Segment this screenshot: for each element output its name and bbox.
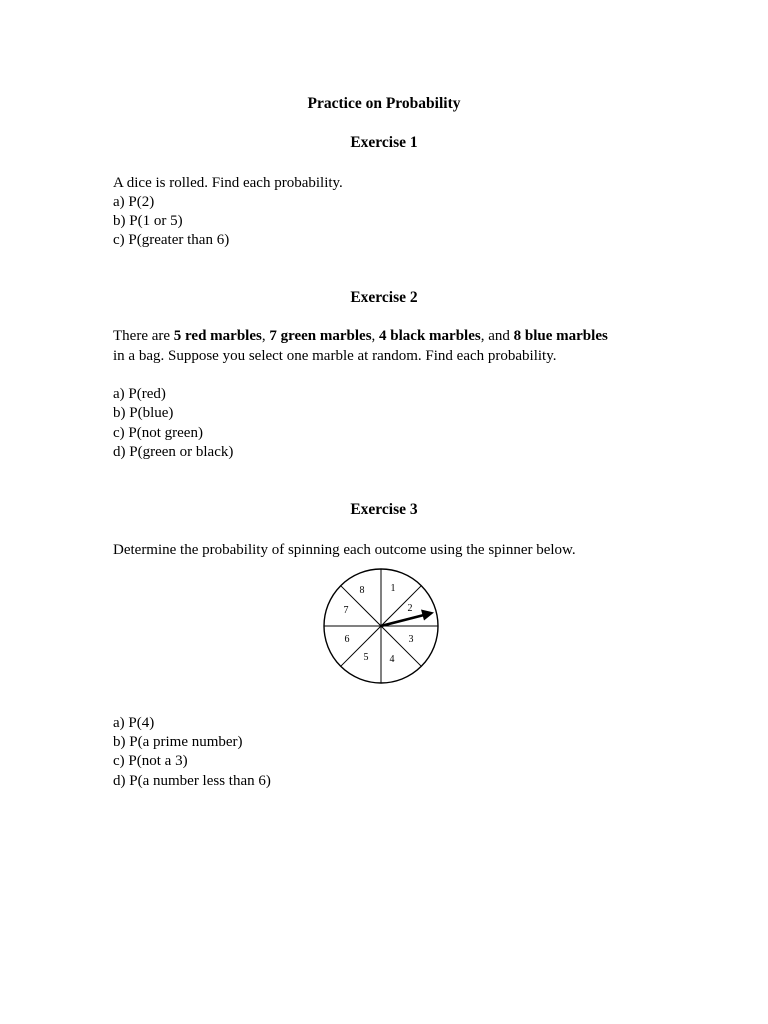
green-marbles-count: 7 green marbles: [269, 328, 372, 344]
exercise-1-item-a: a) P(2): [113, 194, 155, 210]
spinner-arrow-shaft: [381, 615, 424, 626]
exercise-2-item-b: b) P(blue): [113, 405, 174, 421]
exercise-1-heading: Exercise 1: [350, 134, 418, 151]
exercise-2-heading: Exercise 2: [350, 289, 418, 306]
spinner-label-2: 2: [407, 603, 413, 614]
intro-separator: , and: [480, 328, 514, 344]
exercise-3-heading: Exercise 3: [350, 501, 418, 518]
spinner-arrow-head: [421, 610, 434, 621]
exercise-2-item-a: a) P(red): [113, 386, 166, 402]
exercise-1-item-c: c) P(greater than 6): [113, 232, 230, 248]
spinner-label-1: 1: [390, 583, 396, 594]
page-title: Practice on Probability: [307, 95, 461, 112]
exercise-2-intro-line-1: [113, 327, 608, 346]
exercise-3-item-c: c) P(not a 3): [113, 753, 188, 769]
red-marbles-count: 5 red marbles: [173, 328, 262, 344]
spinner-label-4: 4: [389, 654, 395, 665]
black-marbles-count: 4 black marbles: [379, 328, 481, 344]
exercise-3-item-d: d) P(a number less than 6): [113, 773, 271, 789]
spinner-label-7: 7: [343, 605, 349, 616]
exercise-3-item-b: b) P(a prime number): [113, 734, 243, 750]
intro-separator: ,: [371, 328, 380, 344]
exercise-2-item-d: d) P(green or black): [113, 444, 234, 460]
intro-text: There are: [113, 328, 174, 344]
spinner-label-5: 5: [363, 652, 369, 663]
blue-marbles-count: 8 blue marbles: [513, 328, 608, 344]
exercise-1-intro: A dice is rolled. Find each probability.: [113, 175, 343, 191]
exercise-2-item-c: c) P(not green): [113, 425, 203, 441]
exercise-3-item-a: a) P(4): [113, 715, 155, 731]
exercise-2-intro-line-2: in a bag. Suppose you select one marble at random. Find each probability.: [113, 348, 557, 364]
spinner-label-6: 6: [344, 634, 350, 645]
spinner-label-3: 3: [408, 634, 414, 645]
exercise-3-intro: Determine the probability of spinning each outcome using the spinner below.: [113, 542, 576, 558]
spinner-label-8: 8: [359, 585, 365, 596]
intro-separator: ,: [261, 328, 270, 344]
exercise-1-item-b: b) P(1 or 5): [113, 213, 183, 229]
spinner-diagram: [320, 565, 442, 687]
